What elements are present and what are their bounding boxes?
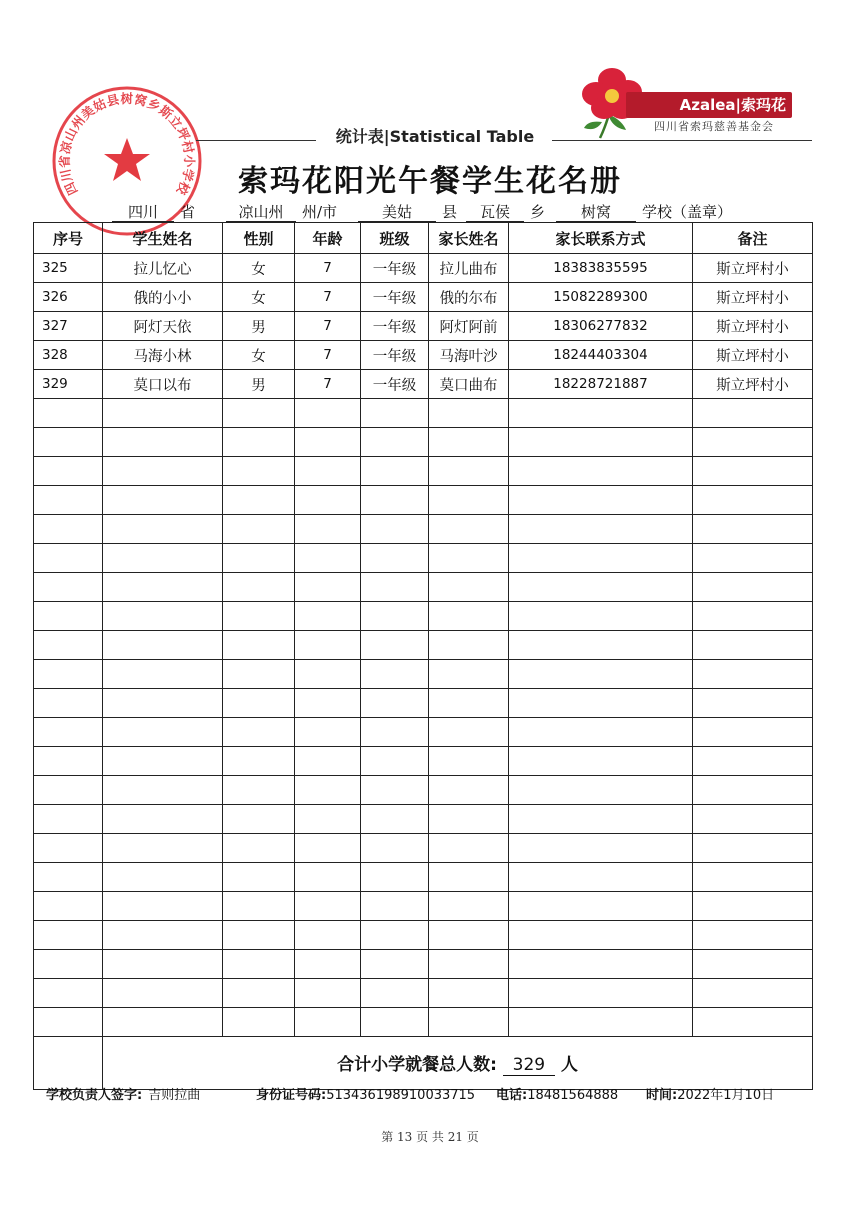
empty-cell bbox=[361, 602, 429, 631]
empty-cell bbox=[295, 515, 361, 544]
empty-row bbox=[34, 660, 813, 689]
location-line bbox=[90, 201, 810, 223]
empty-cell bbox=[693, 1008, 813, 1037]
empty-cell bbox=[34, 863, 103, 892]
empty-cell bbox=[429, 892, 509, 921]
stat-rule-left bbox=[196, 140, 316, 141]
age-cell: 7 bbox=[295, 370, 361, 399]
empty-cell bbox=[295, 602, 361, 631]
empty-cell bbox=[295, 776, 361, 805]
empty-row bbox=[34, 834, 813, 863]
age-cell: 7 bbox=[295, 312, 361, 341]
grade-cell: 一年级 bbox=[361, 312, 429, 341]
column-header: 序号 bbox=[34, 223, 103, 254]
empty-cell bbox=[429, 457, 509, 486]
empty-cell bbox=[223, 602, 295, 631]
prefecture-label: 州/市 bbox=[302, 203, 338, 221]
empty-cell bbox=[693, 950, 813, 979]
id-label: 身份证号码: bbox=[256, 1088, 327, 1103]
empty-cell bbox=[295, 805, 361, 834]
empty-row bbox=[34, 515, 813, 544]
student-roster-table bbox=[33, 222, 813, 1090]
empty-cell bbox=[34, 631, 103, 660]
empty-cell bbox=[223, 921, 295, 950]
empty-cell bbox=[103, 776, 223, 805]
empty-cell bbox=[295, 921, 361, 950]
note-cell: 斯立坪村小 bbox=[693, 283, 813, 312]
note-cell: 斯立坪村小 bbox=[693, 254, 813, 283]
empty-cell bbox=[693, 660, 813, 689]
empty-cell bbox=[223, 660, 295, 689]
parent-name-cell: 马海叶沙 bbox=[429, 341, 509, 370]
empty-cell bbox=[509, 515, 693, 544]
empty-cell bbox=[429, 631, 509, 660]
empty-cell bbox=[361, 718, 429, 747]
total-blank-cell bbox=[34, 1037, 103, 1090]
empty-cell bbox=[693, 631, 813, 660]
empty-cell bbox=[223, 979, 295, 1008]
total-value: 329 bbox=[503, 1055, 555, 1076]
empty-cell bbox=[509, 573, 693, 602]
empty-cell bbox=[34, 428, 103, 457]
empty-cell bbox=[361, 776, 429, 805]
empty-cell bbox=[361, 573, 429, 602]
table-row bbox=[34, 312, 813, 341]
county-label: 县 bbox=[442, 203, 458, 221]
empty-row bbox=[34, 399, 813, 428]
empty-cell bbox=[361, 399, 429, 428]
empty-row bbox=[34, 544, 813, 573]
logo-brand-text: Azalea|索玛花 bbox=[626, 92, 792, 118]
table-row bbox=[34, 283, 813, 312]
empty-row bbox=[34, 602, 813, 631]
empty-cell bbox=[223, 399, 295, 428]
empty-cell bbox=[361, 660, 429, 689]
empty-cell bbox=[223, 544, 295, 573]
empty-cell bbox=[103, 428, 223, 457]
township-label: 乡 bbox=[530, 203, 546, 221]
empty-cell bbox=[103, 950, 223, 979]
empty-cell bbox=[34, 544, 103, 573]
total-cell bbox=[103, 1037, 813, 1090]
empty-cell bbox=[34, 515, 103, 544]
student-name-cell: 俄的小小 bbox=[103, 283, 223, 312]
empty-cell bbox=[693, 921, 813, 950]
empty-cell bbox=[509, 950, 693, 979]
province-label: 省 bbox=[180, 203, 196, 221]
empty-cell bbox=[361, 428, 429, 457]
empty-row bbox=[34, 863, 813, 892]
signer-label: 学校负责人签字: bbox=[46, 1088, 143, 1103]
empty-cell bbox=[223, 689, 295, 718]
empty-cell bbox=[223, 515, 295, 544]
empty-cell bbox=[103, 689, 223, 718]
empty-cell bbox=[295, 631, 361, 660]
empty-cell bbox=[361, 544, 429, 573]
empty-cell bbox=[223, 573, 295, 602]
table-row bbox=[34, 341, 813, 370]
empty-cell bbox=[693, 892, 813, 921]
date-label: 时间: bbox=[646, 1088, 678, 1103]
empty-cell bbox=[509, 979, 693, 1008]
age-cell: 7 bbox=[295, 254, 361, 283]
empty-cell bbox=[34, 689, 103, 718]
empty-cell bbox=[103, 399, 223, 428]
column-header: 性别 bbox=[223, 223, 295, 254]
empty-cell bbox=[509, 834, 693, 863]
empty-cell bbox=[103, 602, 223, 631]
seq-cell: 326 bbox=[34, 283, 103, 312]
seq-cell: 328 bbox=[34, 341, 103, 370]
table-row bbox=[34, 370, 813, 399]
empty-cell bbox=[429, 399, 509, 428]
empty-cell bbox=[429, 805, 509, 834]
empty-cell bbox=[509, 718, 693, 747]
stamp-star-icon bbox=[104, 138, 150, 181]
empty-cell bbox=[693, 544, 813, 573]
empty-cell bbox=[103, 892, 223, 921]
parent-name-cell: 拉儿曲布 bbox=[429, 254, 509, 283]
empty-cell bbox=[103, 921, 223, 950]
empty-cell bbox=[361, 1008, 429, 1037]
empty-cell bbox=[509, 863, 693, 892]
empty-cell bbox=[34, 399, 103, 428]
empty-cell bbox=[429, 1008, 509, 1037]
empty-cell bbox=[509, 660, 693, 689]
parent-phone-cell: 18383835595 bbox=[509, 254, 693, 283]
empty-cell bbox=[103, 631, 223, 660]
township-value: 瓦侯 bbox=[466, 203, 524, 222]
empty-cell bbox=[509, 399, 693, 428]
empty-cell bbox=[509, 892, 693, 921]
empty-cell bbox=[361, 863, 429, 892]
empty-cell bbox=[295, 660, 361, 689]
empty-cell bbox=[693, 573, 813, 602]
empty-cell bbox=[34, 979, 103, 1008]
empty-cell bbox=[693, 428, 813, 457]
empty-cell bbox=[361, 486, 429, 515]
column-header: 家长联系方式 bbox=[509, 223, 693, 254]
parent-name-cell: 俄的尔布 bbox=[429, 283, 509, 312]
empty-cell bbox=[509, 1008, 693, 1037]
empty-cell bbox=[223, 892, 295, 921]
empty-cell bbox=[223, 776, 295, 805]
empty-row bbox=[34, 921, 813, 950]
empty-cell bbox=[693, 979, 813, 1008]
statistical-table-label bbox=[196, 128, 812, 158]
empty-cell bbox=[34, 718, 103, 747]
empty-row bbox=[34, 428, 813, 457]
empty-row bbox=[34, 718, 813, 747]
empty-cell bbox=[223, 834, 295, 863]
total-label: 合计小学就餐总人数: bbox=[337, 1055, 497, 1075]
empty-cell bbox=[509, 689, 693, 718]
empty-cell bbox=[223, 486, 295, 515]
empty-cell bbox=[361, 921, 429, 950]
empty-cell bbox=[34, 834, 103, 863]
empty-row bbox=[34, 950, 813, 979]
empty-cell bbox=[103, 544, 223, 573]
empty-row bbox=[34, 1008, 813, 1037]
empty-cell bbox=[103, 660, 223, 689]
empty-cell bbox=[429, 979, 509, 1008]
seq-cell: 329 bbox=[34, 370, 103, 399]
empty-cell bbox=[693, 457, 813, 486]
empty-cell bbox=[509, 457, 693, 486]
parent-name-cell: 莫口曲布 bbox=[429, 370, 509, 399]
stamp-ring-text: 四川省凉山州美姑县树窝乡斯立坪村小学校 bbox=[56, 91, 198, 198]
empty-cell bbox=[103, 457, 223, 486]
empty-cell bbox=[429, 921, 509, 950]
empty-cell bbox=[509, 921, 693, 950]
stat-rule-right bbox=[552, 140, 812, 141]
empty-cell bbox=[429, 950, 509, 979]
empty-cell bbox=[693, 515, 813, 544]
total-unit: 人 bbox=[560, 1055, 578, 1075]
empty-cell bbox=[295, 892, 361, 921]
empty-cell bbox=[34, 950, 103, 979]
empty-cell bbox=[295, 747, 361, 776]
grade-cell: 一年级 bbox=[361, 283, 429, 312]
empty-cell bbox=[295, 428, 361, 457]
parent-phone-cell: 15082289300 bbox=[509, 283, 693, 312]
empty-cell bbox=[361, 805, 429, 834]
empty-cell bbox=[429, 428, 509, 457]
column-header: 年龄 bbox=[295, 223, 361, 254]
empty-cell bbox=[693, 747, 813, 776]
empty-cell bbox=[34, 457, 103, 486]
empty-cell bbox=[509, 428, 693, 457]
column-header: 家长姓名 bbox=[429, 223, 509, 254]
empty-cell bbox=[295, 834, 361, 863]
empty-row bbox=[34, 689, 813, 718]
empty-cell bbox=[361, 747, 429, 776]
parent-phone-cell: 18228721887 bbox=[509, 370, 693, 399]
empty-cell bbox=[34, 805, 103, 834]
empty-cell bbox=[693, 834, 813, 863]
empty-cell bbox=[103, 863, 223, 892]
empty-cell bbox=[103, 1008, 223, 1037]
empty-cell bbox=[429, 573, 509, 602]
grade-cell: 一年级 bbox=[361, 370, 429, 399]
empty-row bbox=[34, 979, 813, 1008]
empty-cell bbox=[34, 660, 103, 689]
date-value: 2022年1月10日 bbox=[677, 1088, 775, 1103]
empty-cell bbox=[223, 1008, 295, 1037]
empty-cell bbox=[295, 544, 361, 573]
empty-cell bbox=[223, 457, 295, 486]
signer-name: 吉则拉曲 bbox=[148, 1088, 201, 1103]
empty-cell bbox=[429, 602, 509, 631]
empty-cell bbox=[693, 602, 813, 631]
empty-cell bbox=[693, 399, 813, 428]
empty-row bbox=[34, 892, 813, 921]
empty-cell bbox=[429, 863, 509, 892]
page-number: 第 13 页 共 21 页 bbox=[381, 1130, 479, 1144]
empty-cell bbox=[34, 1008, 103, 1037]
signature-footer bbox=[46, 1084, 816, 1104]
grade-cell: 一年级 bbox=[361, 254, 429, 283]
grade-cell: 一年级 bbox=[361, 341, 429, 370]
empty-cell bbox=[223, 718, 295, 747]
empty-cell bbox=[295, 486, 361, 515]
empty-cell bbox=[361, 950, 429, 979]
county-value: 美姑 bbox=[358, 203, 436, 222]
phone-label: 电话: bbox=[496, 1088, 528, 1103]
gender-cell: 女 bbox=[223, 341, 295, 370]
empty-cell bbox=[693, 718, 813, 747]
empty-row bbox=[34, 573, 813, 602]
empty-cell bbox=[429, 486, 509, 515]
empty-row bbox=[34, 747, 813, 776]
stat-label: 统计表|Statistical Table bbox=[335, 127, 535, 146]
empty-cell bbox=[103, 515, 223, 544]
empty-cell bbox=[34, 486, 103, 515]
empty-cell bbox=[103, 747, 223, 776]
empty-cell bbox=[34, 602, 103, 631]
parent-phone-cell: 18306277832 bbox=[509, 312, 693, 341]
empty-cell bbox=[295, 689, 361, 718]
empty-cell bbox=[429, 747, 509, 776]
column-header: 备注 bbox=[693, 223, 813, 254]
empty-cell bbox=[429, 660, 509, 689]
student-name-cell: 拉儿忆心 bbox=[103, 254, 223, 283]
empty-cell bbox=[295, 979, 361, 1008]
student-name-cell: 马海小林 bbox=[103, 341, 223, 370]
column-header: 学生姓名 bbox=[103, 223, 223, 254]
empty-cell bbox=[509, 544, 693, 573]
empty-cell bbox=[361, 515, 429, 544]
empty-cell bbox=[295, 573, 361, 602]
gender-cell: 男 bbox=[223, 312, 295, 341]
empty-cell bbox=[509, 602, 693, 631]
empty-cell bbox=[361, 631, 429, 660]
empty-cell bbox=[223, 863, 295, 892]
prefecture-value: 凉山州 bbox=[226, 203, 296, 222]
empty-cell bbox=[509, 747, 693, 776]
province-value: 四川 bbox=[112, 203, 174, 222]
empty-cell bbox=[361, 834, 429, 863]
empty-cell bbox=[693, 776, 813, 805]
empty-cell bbox=[429, 544, 509, 573]
empty-cell bbox=[509, 805, 693, 834]
document-title: 索玛花阳光午餐学生花名册 bbox=[238, 164, 622, 199]
empty-cell bbox=[361, 892, 429, 921]
empty-cell bbox=[295, 399, 361, 428]
empty-cell bbox=[34, 921, 103, 950]
empty-cell bbox=[223, 747, 295, 776]
id-number: 513436198910033715 bbox=[326, 1088, 476, 1103]
empty-cell bbox=[693, 486, 813, 515]
column-header: 班级 bbox=[361, 223, 429, 254]
empty-cell bbox=[34, 573, 103, 602]
note-cell: 斯立坪村小 bbox=[693, 341, 813, 370]
empty-cell bbox=[34, 892, 103, 921]
empty-cell bbox=[103, 805, 223, 834]
student-name-cell: 阿灯天依 bbox=[103, 312, 223, 341]
parent-phone-cell: 18244403304 bbox=[509, 341, 693, 370]
empty-cell bbox=[429, 834, 509, 863]
empty-row bbox=[34, 805, 813, 834]
empty-row bbox=[34, 486, 813, 515]
empty-cell bbox=[223, 631, 295, 660]
table-header-row bbox=[34, 223, 813, 254]
empty-cell bbox=[693, 863, 813, 892]
gender-cell: 男 bbox=[223, 370, 295, 399]
empty-cell bbox=[295, 457, 361, 486]
seq-cell: 325 bbox=[34, 254, 103, 283]
empty-row bbox=[34, 776, 813, 805]
student-name-cell: 莫口以布 bbox=[103, 370, 223, 399]
gender-cell: 女 bbox=[223, 254, 295, 283]
empty-cell bbox=[509, 776, 693, 805]
empty-cell bbox=[509, 631, 693, 660]
total-row bbox=[34, 1037, 813, 1090]
empty-cell bbox=[295, 1008, 361, 1037]
empty-row bbox=[34, 457, 813, 486]
empty-cell bbox=[34, 776, 103, 805]
age-cell: 7 bbox=[295, 283, 361, 312]
empty-cell bbox=[429, 689, 509, 718]
school-label: 学校（盖章） bbox=[642, 203, 733, 221]
empty-cell bbox=[223, 950, 295, 979]
empty-cell bbox=[295, 718, 361, 747]
empty-cell bbox=[361, 689, 429, 718]
empty-cell bbox=[103, 834, 223, 863]
empty-cell bbox=[361, 457, 429, 486]
empty-cell bbox=[295, 863, 361, 892]
empty-cell bbox=[509, 486, 693, 515]
empty-cell bbox=[361, 979, 429, 1008]
empty-cell bbox=[103, 573, 223, 602]
empty-cell bbox=[103, 718, 223, 747]
seq-cell: 327 bbox=[34, 312, 103, 341]
empty-row bbox=[34, 631, 813, 660]
table-row bbox=[34, 254, 813, 283]
empty-cell bbox=[223, 805, 295, 834]
note-cell: 斯立坪村小 bbox=[693, 370, 813, 399]
empty-cell bbox=[693, 689, 813, 718]
note-cell: 斯立坪村小 bbox=[693, 312, 813, 341]
gender-cell: 女 bbox=[223, 283, 295, 312]
empty-cell bbox=[693, 805, 813, 834]
empty-cell bbox=[429, 515, 509, 544]
empty-cell bbox=[34, 747, 103, 776]
parent-name-cell: 阿灯阿前 bbox=[429, 312, 509, 341]
empty-cell bbox=[103, 979, 223, 1008]
logo-subtitle: 四川省索玛慈善基金会 bbox=[654, 120, 774, 133]
empty-cell bbox=[103, 486, 223, 515]
school-value: 树窝 bbox=[556, 203, 636, 222]
phone-number: 18481564888 bbox=[527, 1088, 619, 1103]
empty-cell bbox=[223, 428, 295, 457]
age-cell: 7 bbox=[295, 341, 361, 370]
empty-cell bbox=[429, 776, 509, 805]
empty-cell bbox=[429, 718, 509, 747]
empty-cell bbox=[295, 950, 361, 979]
